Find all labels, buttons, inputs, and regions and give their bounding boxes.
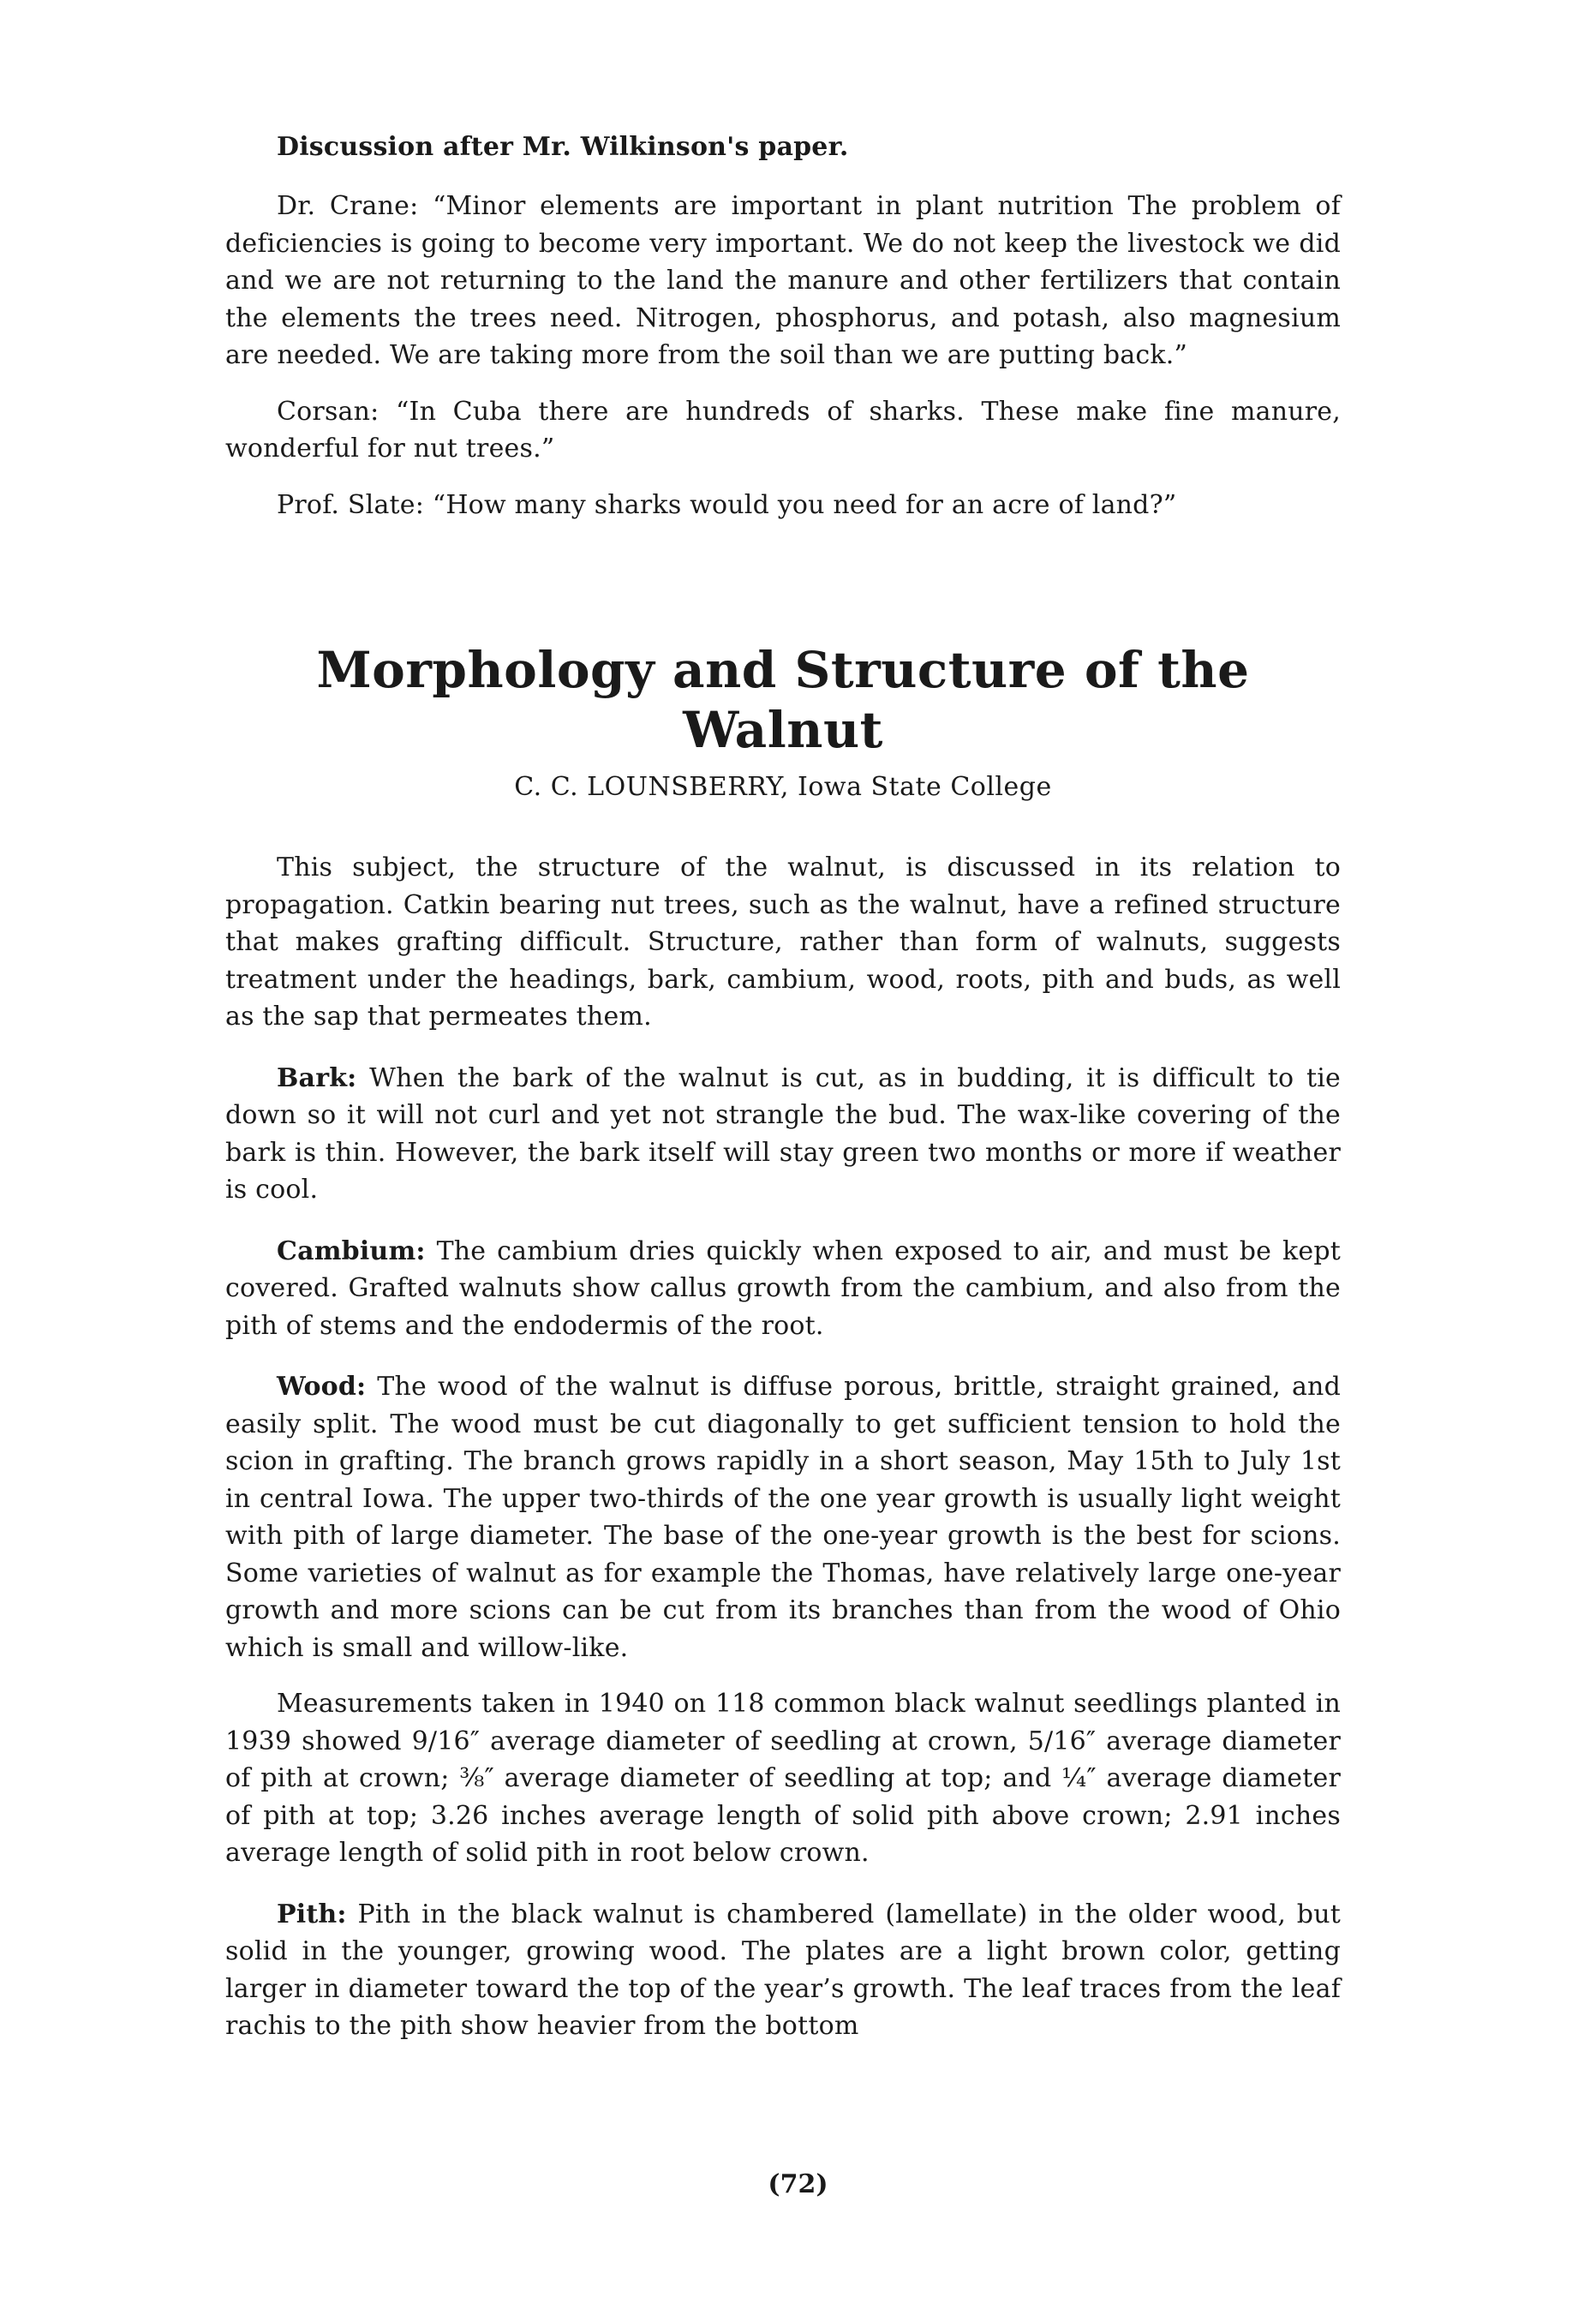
discussion-paragraph-slate: Prof. Slate: “How many sharks would you need for an acre of land?”	[277, 489, 1177, 520]
section-wood-text: The wood of the walnut is diffuse porous, brittle, straight grained, and easily split. The wood must be cut diagonally to get sufficient tension to hold the scion in grafting. The branch grows rapidly in a short season, May 15th to July 1st in central Iowa. The upper two-thirds of the one year growth is usually light weight with pith of large diameter. The base of the one-year growth is the best for scions. Some varieties of walnut as for example the Thomas, have relatively large one-year growth and more scions can be cut from its branches than from the wood of Ohio which is small and willow-like.	[225, 1372, 1341, 1663]
section-bark-text: When the bark of the walnut is cut, as in budding, it is difficult to tie down so it will not curl and yet not strangle the bud. The wax-like covering of the bark is thin. However, the bark itself will stay green two months or more if weather is cool.	[225, 1062, 1341, 1205]
discussion-paragraph-corsan: Corsan: “In Cuba there are hundreds of sharks. These make fine manure, wonderful for nut trees.”	[225, 396, 1341, 464]
section-bark	[225, 1060, 1341, 1209]
measurements-paragraph: Measurements taken in 1940 on 118 common black walnut seedlings planted in 1939 showed 9/16″ average diameter of seedling at crown, 5/16″ average diameter of pith at crown; ⅜″ average diameter of seedling at top; and ¼″ average diameter of pith at top; 3.26 inches average length of solid pith above crown; 2.91 inches average length of solid pith in root below crown.	[225, 1689, 1341, 1868]
section-pith-text: Pith in the black walnut is chambered (lamellate) in the older wood, but solid in the younger, growing wood. The plates are a light brown color, getting larger in diameter toward the top of the year’s growth. The leaf traces from the leaf rachis to the pith show heavier from the bottom	[225, 1899, 1341, 2041]
article-intro: This subject, the structure of the walnut, is discussed in its relation to propagation. Catkin bearing nut trees, such as the walnut, have a refined structure that makes grafting difficult. Structure, rather than form of walnuts, suggests treatment under the headings, bark, cambium, wood, roots, pith and buds, as well as the sap that permeates them.	[225, 852, 1341, 1032]
section-wood-label: Wood:	[277, 1372, 367, 1402]
section-cambium	[225, 1233, 1341, 1345]
article-title: Morphology and Structure of the Walnut	[316, 641, 1250, 759]
section-cambium-label: Cambium:	[277, 1235, 426, 1266]
page-content	[225, 129, 1341, 2045]
section-pith	[225, 1896, 1341, 2045]
section-bark-label: Bark:	[277, 1062, 357, 1093]
discussion-heading: Discussion after Mr. Wilkinson's paper.	[277, 132, 849, 162]
section-wood	[225, 1368, 1341, 1666]
discussion-paragraph-crane: Dr. Crane: “Minor elements are important in plant nutrition The problem of deficiencies is going to become very important. We do not keep the livestock we did and we are not returning to the land the manure and other fertilizers that contain the elements the trees need. Nitrogen, phosphorus, and potash, also magnesium are needed. We are taking more from the soil than we are putting back.”	[225, 191, 1341, 370]
page-number: (72)	[768, 2169, 828, 2199]
section-pith-label: Pith:	[277, 1899, 347, 1929]
section-cambium-text: The cambium dries quickly when exposed to air, and must be kept covered. Grafted walnuts show callus growth from the cambium, and also from the pith of stems and the endodermis of the root.	[225, 1235, 1341, 1341]
article-byline: C. C. LOUNSBERRY, Iowa State College	[514, 772, 1052, 802]
